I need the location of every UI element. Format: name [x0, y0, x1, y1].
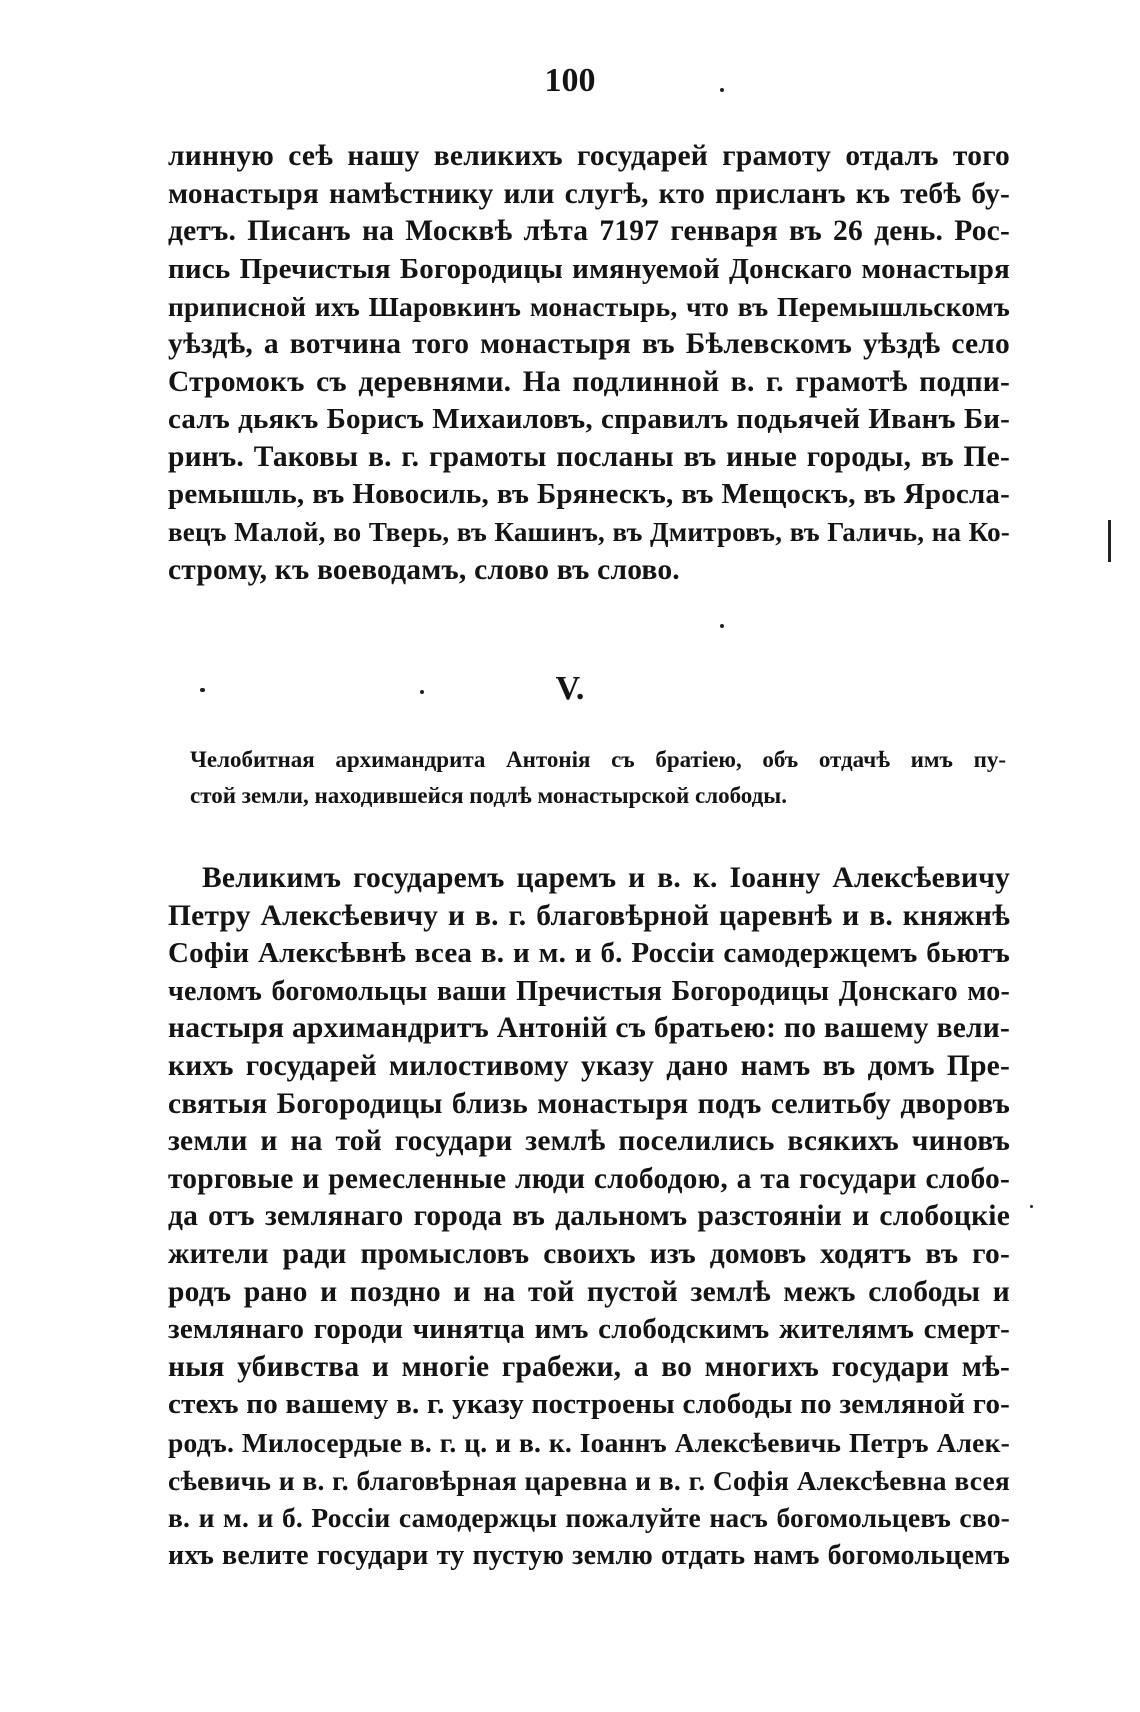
scan-speck	[1030, 1205, 1033, 1208]
text-line: пись Пречистыя Богородицы имянуемой Донскаго монастыря	[168, 252, 1010, 285]
text-line: ринъ. Таковы в. г. грамоты посланы въ иные городы, въ Пе-	[168, 440, 1010, 473]
text-line: строму, къ воеводамъ, слово въ слово.	[168, 553, 680, 586]
text-line: родъ рано и поздно и на той пустой землѣ межъ слободы и	[168, 1275, 1010, 1308]
text-line: в. и м. и б. Россіи самодержцы пожалуйте насъ богомольцевъ сво-	[168, 1502, 1010, 1534]
text-line: да отъ землянаго города въ дальномъ разстояніи и слобоцкіе	[168, 1200, 1010, 1233]
scan-speck	[720, 624, 724, 628]
document-title	[190, 742, 1006, 814]
text-line: землянаго городи чинятца имъ слободскимъ жителямъ смерт-	[168, 1313, 1010, 1346]
text-line: ремышль, въ Новосиль, въ Брянескъ, въ Мещоскъ, въ Яросла-	[168, 478, 1010, 511]
text-line: настыря архимандритъ Антоній съ братьею: по вашему вели-	[168, 1012, 1010, 1045]
text-line: стехъ по вашему в. г. указу построены слободы по земляной го-	[168, 1388, 1010, 1421]
text-line: уѣздѣ, а вотчина того монастыря въ Бѣлевскомъ уѣздѣ село	[168, 327, 1010, 360]
text-line: Петру Алексѣевичу и в. г. благовѣрной царевнѣ и в. княжнѣ	[168, 899, 1010, 932]
text-line: линную сеѣ нашу великихъ государей грамоту отдалъ того	[168, 140, 1010, 172]
text-line: родъ. Милосердые в. г. ц. и в. к. Іоаннъ Алексѣевичь Петръ Алек-	[168, 1426, 1010, 1458]
scan-speck	[200, 688, 205, 692]
text-line: святыя Богородицы близь монастыря подъ селитьбу дворовъ	[168, 1087, 1010, 1120]
text-line: детъ. Писанъ на Москвѣ лѣта 7197 генваря въ 26 день. Рос-	[168, 215, 1010, 248]
text-line: челомъ богомольцы ваши Пречистыя Богородицы Донскаго мо-	[168, 975, 1010, 1007]
text-line: кихъ государей милостивому указу дано намъ въ домъ Пре-	[168, 1049, 1010, 1082]
text-line: земли и на той государи землѣ поселились всякихъ чиновъ	[168, 1125, 1010, 1158]
scan-speck	[720, 88, 724, 92]
paragraph-continuation	[168, 138, 1010, 589]
text-line: Софіи Алексѣвнѣ всеа в. и м. и б. Россіи самодержцемъ бьютъ	[168, 937, 1010, 970]
page-number: 100	[544, 62, 596, 99]
text-line: жители ради промысловъ своихъ изъ домовъ ходятъ въ го-	[168, 1237, 1010, 1270]
text-line: приписной ихъ Шаровкинъ монастырь, что въ Перемышльскомъ	[168, 291, 1010, 323]
title-line: стой земли, находившейся подлѣ монастырской слободы.	[190, 783, 787, 808]
text-line: салъ дьякъ Борисъ Михаиловъ, справилъ подьячей Иванъ Би-	[168, 403, 1010, 436]
text-line: вецъ Малой, во Тверь, въ Кашинъ, въ Дмитровъ, въ Галичь, на Ко-	[168, 516, 1010, 547]
text-line: Стромокъ съ деревнями. На подлинной в. г. грамотѣ подпи-	[168, 365, 1010, 398]
section-number: V.	[555, 670, 585, 707]
text-line: ихъ велите государи ту пустую землю отдать намъ богомольцемъ	[168, 1539, 1010, 1571]
petition-text	[168, 860, 1010, 1574]
text-line: Великимъ государемъ царемъ и в. к. Іоанну Алексѣевичу	[202, 862, 1010, 894]
text-line: сѣевичь и в. г. благовѣрная царевна и в. г. Софія Алексѣевна всея	[168, 1464, 1010, 1496]
text-line: торговые и ремесленные люди слободою, а та государи слобо-	[168, 1162, 1010, 1195]
text-line: ныя убивства и многіе грабежи, а во многихъ государи мѣ-	[168, 1350, 1010, 1383]
scan-speck	[1108, 520, 1111, 562]
scan-speck	[420, 690, 424, 694]
text-line: монастыря намѣстнику или слугѣ, кто присланъ къ тебѣ бу-	[168, 177, 1010, 210]
title-line: Челобитная архимандрита Антонія съ братіею, объ отдачѣ имъ пу-	[190, 747, 1006, 772]
